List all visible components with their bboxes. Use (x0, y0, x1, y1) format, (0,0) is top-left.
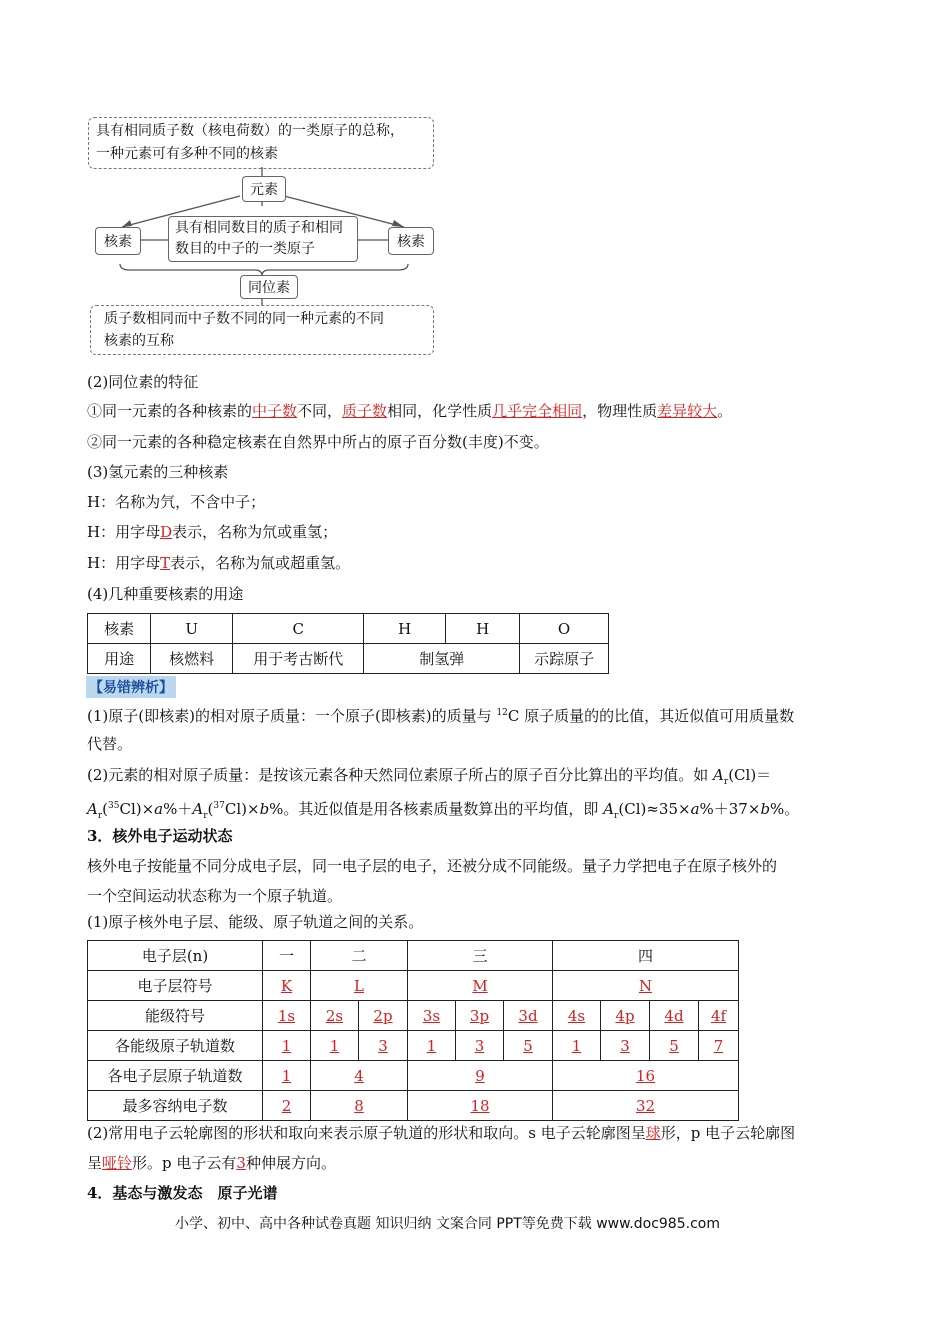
table-cell: 1 (553, 1031, 601, 1061)
table-cell: 电子层符号 (88, 971, 263, 1001)
table-cell: M (408, 971, 553, 1001)
text-span: 表示，名称为氘或重氢； (172, 523, 338, 541)
nuclide-left-box: 核素 (95, 227, 141, 255)
isotope-feature-1 (87, 400, 732, 422)
text-span: 中子数 (252, 402, 298, 420)
text-span: 球 (645, 1124, 661, 1142)
electron-motion-para-line1: 核外电子按能量不同分成电子层，同一电子层的电子，还被分成不同能级。量子力学把电子在原子核外的 (87, 857, 778, 875)
table-cell: 3 (359, 1031, 408, 1061)
table-cell: 4d (650, 1001, 699, 1031)
table-row (88, 1031, 739, 1061)
table-cell: 4f (699, 1001, 739, 1031)
isotope-features-heading: (2)同位素的特征 (87, 373, 199, 391)
text-span: 不同， (297, 402, 343, 420)
table-cell: 3 (456, 1031, 504, 1061)
table-cell: 4 (311, 1061, 408, 1091)
table-cell: H (364, 614, 446, 644)
table-cell: 电子层(n) (88, 941, 263, 971)
table-cell: 1 (263, 1031, 311, 1061)
protium-line: H：名称为氕，不含中子； (87, 493, 266, 511)
table-row (88, 644, 609, 674)
text-span: 几乎完全相同 (492, 402, 583, 420)
text-span: 质子数 (342, 402, 388, 420)
common-mistakes-tag: 【易错辨析】 (86, 676, 176, 698)
table-cell: K (263, 971, 311, 1001)
isotope-definition-line2: 核素的互称 (104, 333, 174, 349)
table-cell: 2p (359, 1001, 408, 1031)
table-cell: 3p (456, 1001, 504, 1031)
deuterium-line (87, 521, 337, 543)
table-cell: 18 (408, 1091, 553, 1121)
table-cell: 1s (263, 1001, 311, 1031)
table-cell: 用于考古断代 (233, 644, 364, 674)
nuclide-right-box: 核素 (388, 227, 434, 255)
text-span: D (160, 523, 173, 541)
text-span: H：用字母 (87, 523, 161, 541)
table-cell: 制氢弹 (364, 644, 520, 674)
mistake-2-line1: (2)元素的相对原子质量：是按该元素各种天然同位素原子所占的原子百分比算出的平均值。如 $A_r(Cl)=$ (87, 766, 772, 787)
table-cell: 4s (553, 1001, 601, 1031)
table-cell: 2s (311, 1001, 359, 1031)
table-cell: U (151, 614, 233, 644)
hydrogen-nuclides-heading: (3)氢元素的三种核素 (87, 463, 229, 481)
table-cell: 3d (504, 1001, 553, 1031)
electron-motion-para-line2: 一个空间运动状态称为一个原子轨道。 (87, 887, 343, 905)
text-span: 哑铃 (102, 1154, 133, 1172)
table-cell: 16 (553, 1061, 739, 1091)
text-span: 形。p 电子云有 (132, 1154, 237, 1172)
table-cell: O (520, 614, 609, 644)
text-span: 呈 (87, 1154, 103, 1172)
mistake-1-line1: (1)原子(即核素)的相对原子质量：一个原子(即核素)的质量与 $^{12}$C 原子质量的的比值，其近似值可用质量数 (87, 707, 795, 725)
electron-cloud-line2 (87, 1152, 336, 1174)
table-cell: 1 (311, 1031, 359, 1061)
table-cell: 3 (601, 1031, 650, 1061)
table-cell: 1 (408, 1031, 456, 1061)
table-cell: 3s (408, 1001, 456, 1031)
table-cell: 32 (553, 1091, 739, 1121)
table-cell: H (446, 614, 520, 644)
nuclide-definition-line2: 数目的中子的一类原子 (175, 241, 315, 257)
shell-relation-heading: (1)原子核外电子层、能级、原子轨道之间的关系。 (87, 913, 424, 931)
table-cell: 4p (601, 1001, 650, 1031)
shell-orbital-table (87, 940, 739, 1121)
table-cell: 1 (263, 1061, 311, 1091)
table-cell: 2 (263, 1091, 311, 1121)
table-cell: 二 (311, 941, 408, 971)
text-span: 形，p 电子云轮廓图 (660, 1124, 796, 1142)
text-span: ①同一元素的各种核素的 (87, 402, 253, 420)
isotope-feature-2: ②同一元素的各种稳定核素在自然界中所占的原子百分数(丰度)不变。 (87, 433, 549, 451)
table-cell: 最多容纳电子数 (88, 1091, 263, 1121)
nuclide-definition-box (168, 216, 358, 262)
table-row (88, 971, 739, 1001)
electron-cloud-line1 (87, 1122, 795, 1144)
table-cell: 核燃料 (151, 644, 233, 674)
mistake-2-line2: $A_r(^{35}Cl)\times a\%+A_r(^{37}Cl)\times b\%$。其近似值是用各核素质量数算出的平均值，即 $A_r(Cl)\approx 35\times a\%+37\times b\%$。 (87, 800, 800, 821)
element-box: 元素 (242, 176, 286, 202)
table-cell: 7 (699, 1031, 739, 1061)
nuclide-definition-line1: 具有相同数目的质子和相同 (175, 220, 343, 236)
text-span: 3 (236, 1154, 246, 1172)
text-span: (2)常用电子云轮廓图的形状和取向来表示原子轨道的形状和取向。s 电子云轮廓图呈 (87, 1124, 646, 1142)
nuclide-uses-table (87, 613, 609, 674)
table-cell: 核素 (88, 614, 151, 644)
text-span: 相同，化学性质 (387, 402, 493, 420)
table-cell: C (233, 614, 364, 644)
table-cell: 一 (263, 941, 311, 971)
table-cell: 示踪原子 (520, 644, 609, 674)
table-cell: 9 (408, 1061, 553, 1091)
table-cell: N (553, 971, 739, 1001)
table-cell: 5 (650, 1031, 699, 1061)
table-cell: 四 (553, 941, 739, 971)
mistake-1-line2: 代替。 (87, 735, 133, 753)
table-cell: 8 (311, 1091, 408, 1121)
table-cell: L (311, 971, 408, 1001)
table-row (88, 614, 609, 644)
text-span: 差异较大 (657, 402, 718, 420)
table-cell: 5 (504, 1031, 553, 1061)
table-cell: 用途 (88, 644, 151, 674)
table-cell: 三 (408, 941, 553, 971)
table-row (88, 1091, 739, 1121)
element-definition-line1: 具有相同质子数（核电荷数）的一类原子的总称， (96, 123, 404, 139)
table-row (88, 1001, 739, 1031)
text-span: H：用字母 (87, 554, 161, 572)
table-row (88, 1061, 739, 1091)
nuclide-uses-heading: (4)几种重要核素的用途 (87, 585, 244, 603)
table-row (88, 941, 739, 971)
text-span: 。 (717, 402, 733, 420)
element-definition-line2: 一种元素可有多种不同的核素 (96, 146, 278, 162)
isotope-definition-line1: 质子数相同而中子数不同的同一种元素的不同 (104, 311, 384, 327)
table-cell: 各能级原子轨道数 (88, 1031, 263, 1061)
ground-excited-heading: 4．基态与激发态 原子光谱 (87, 1184, 278, 1202)
table-cell: 各电子层原子轨道数 (88, 1061, 263, 1091)
text-span: T (160, 554, 171, 572)
tritium-line (87, 552, 350, 574)
electron-motion-heading: 3．核外电子运动状态 (87, 827, 233, 845)
isotope-box: 同位素 (240, 275, 298, 299)
text-span: 种伸展方向。 (245, 1154, 336, 1172)
text-span: 表示，名称为氚或超重氢。 (170, 554, 351, 572)
page-footer: 小学、初中、高中各种试卷真题 知识归纳 文案合同 PPT等免费下载 www.doc985.com (175, 1216, 720, 1232)
table-cell: 能级符号 (88, 1001, 263, 1031)
text-span: ，物理性质 (582, 402, 658, 420)
